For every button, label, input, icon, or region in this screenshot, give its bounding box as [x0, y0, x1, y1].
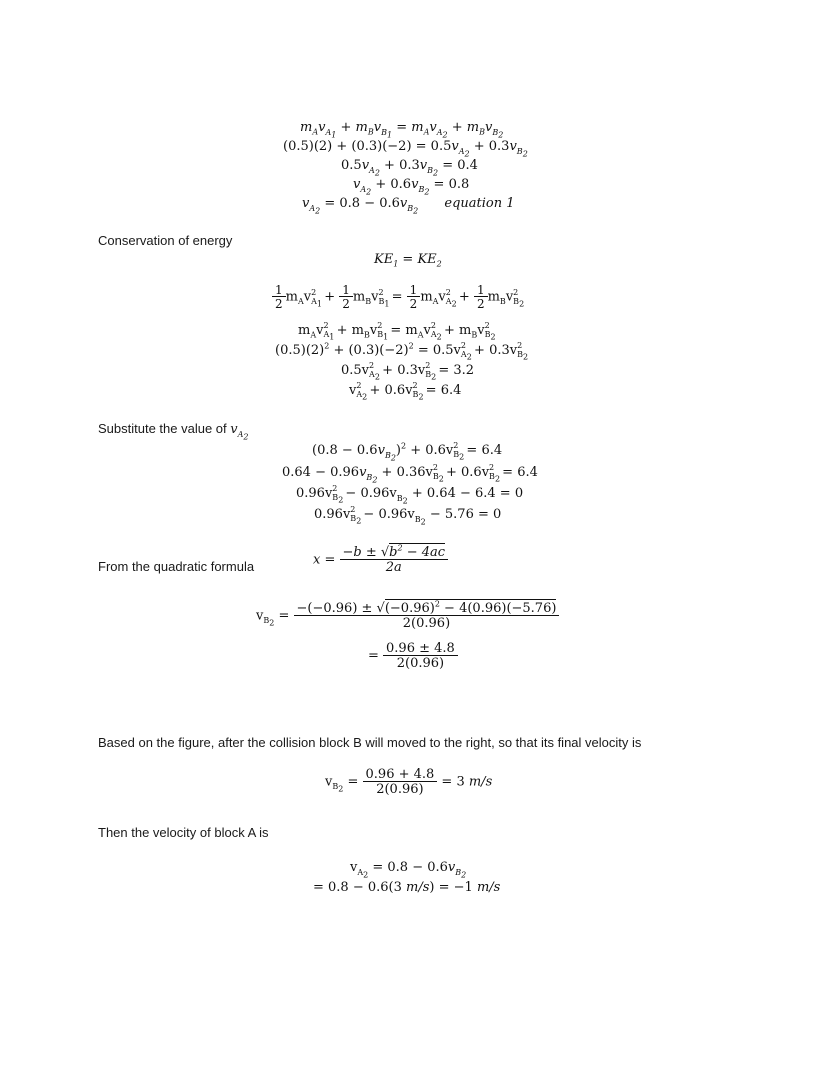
momentum-eq-2: $(0.5)(2) + (0.3)(-2) = 0.5v_{A_2} + 0.3v_{B_2}$ [283, 139, 528, 159]
label-substitute [98, 421, 249, 442]
final-velocity-a-eq-1: $v_{A_2} = 0.8 - 0.6v_{B_2}$ [350, 860, 467, 880]
quadratic-formula: x = $\frac{-b \pm √b^2 - 4ac}{2a}$ [313, 546, 448, 574]
equation-tag: equation 1 [444, 196, 515, 211]
energy-eq-2: $\frac{1}{2}$ $m_Av$ 2 $A_1$ + $\frac{1}{2}$ $m_Bv$ 2 $B_1$ = $\frac{1}{2}$ $m_Av$ 2 $A_2$ + $\frac{1}{2}$ $m_Bv$ 2 $B_2$ [272, 284, 522, 310]
label-velocity-a: Then the velocity of block A is [98, 825, 269, 840]
momentum-eq-4: $v_{A_2} + 0.6v_{B_2} = 0.8$ [353, 177, 470, 197]
energy-eq-1: $KE_1 = KE_2$ [374, 252, 442, 269]
momentum-eq-3: $0.5v_{A_2} + 0.3v_{B_2} = 0.4$ [341, 158, 478, 178]
substitution-eq-1: $(0.8 - 0.6v_{B_2})^2 + 0.6v$ 2 $B_2$ = 6.4 [312, 441, 503, 463]
substitution-eq-3: 0.96v 2 $B_2$ − $0.96v_{B_2} + 0.64 - 6.4 = 0$ [296, 484, 524, 506]
energy-eq-5: 0.5v 2 $A_2$ + 0.3v 2 $B_2$ = 3.2 [341, 361, 475, 382]
final-velocity-a-eq-2: = 0.8 − 0.6(3 m/s) = −1 m/s [313, 880, 501, 895]
quadratic-sub-2: = $\frac{0.96 \pm 4.8}{2(0.96)}$ [368, 642, 458, 670]
label-substitute-var: $v_{A_2}$ [230, 422, 249, 442]
final-velocity-b: $v_{B_2}$ = $\frac{0.96 + 4.8}{2(0.96)}$ = 3 m/s [325, 767, 493, 797]
substitution-eq-2: $0.64 - 0.96v_{B_2} + 0.36v$ 2 $B_2$ + 0.6v 2 $B_2$ = 6.4 [282, 463, 538, 485]
quadratic-sub-1: $v_{B_2}$ = $\frac{-(-0.96) \pm √(-0.96)^2 - 4(0.96)(-5.76)}{2(0.96)}$ [256, 602, 559, 630]
energy-eq-3: $m_Av$ 2 $A_1$ + $m_Bv$ 2 $B_1$ = $m_Av$ 2 $A_2$ + $m_Bv$ 2 $B_2$ [298, 321, 496, 342]
energy-eq-4: $(0.5)(2)^2 + (0.3)(-2)^2 = 0.5v$ 2 $A_2$ + 0.3v 2 $B_2$ [275, 341, 529, 362]
label-conservation-of-energy: Conservation of energy [98, 233, 233, 248]
label-figure-statement: Based on the figure, after the collision block B will moved to the right, so that its final velocity is [98, 735, 642, 750]
energy-eq-6: v 2 $A_2$ + 0.6v 2 $B_2$ = 6.4 [349, 381, 462, 402]
momentum-eq-1: $m_Av_{A_1} + m_Bv_{B_1} = m_Av_{A_2} + m_Bv_{B_2}$ [300, 120, 504, 140]
label-substitute-text: Substitute the value of [98, 421, 227, 436]
label-quadratic-formula: From the quadratic formula [98, 559, 255, 574]
momentum-eq-5: $v_{A_2} = 0.8 - 0.6v_{B_2}$ equation 1 [302, 196, 515, 216]
substitution-eq-4: 0.96v 2 $B_2$ − $0.96v_{B_2} - 5.76 = 0$ [314, 505, 502, 527]
